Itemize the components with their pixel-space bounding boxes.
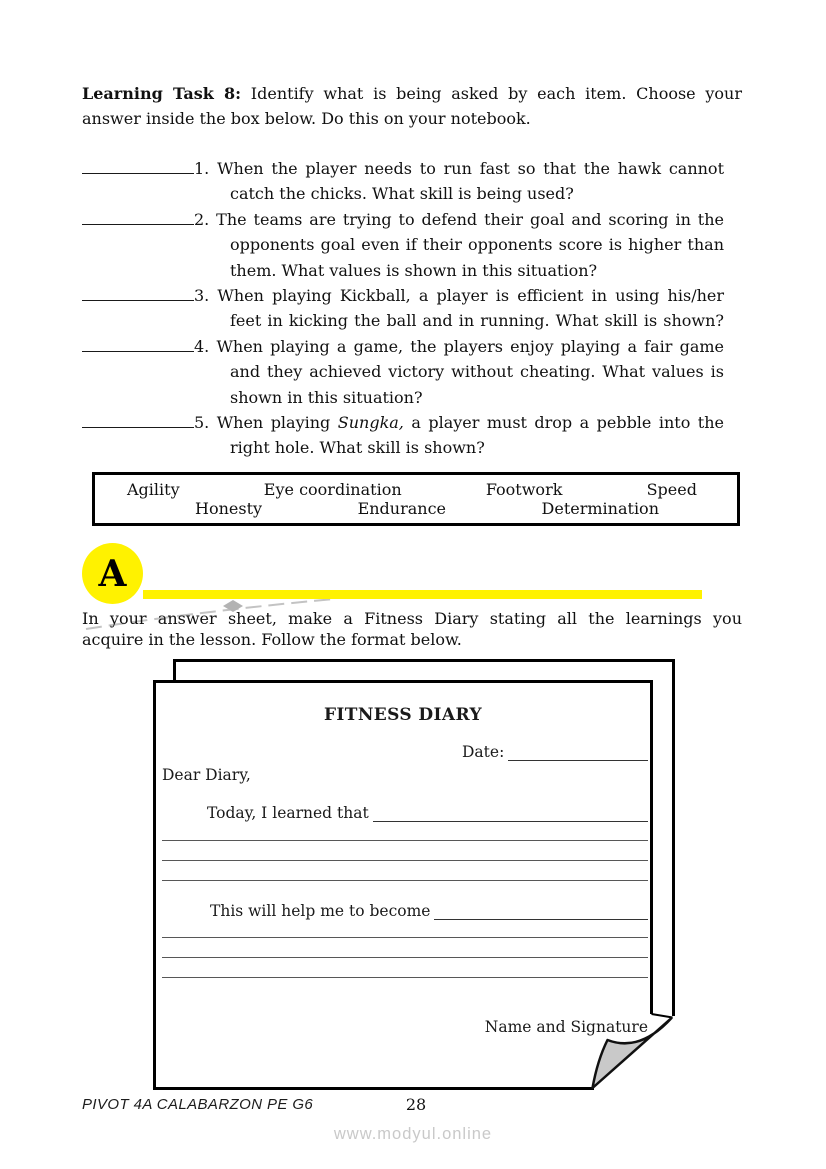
question-item-4 [82,334,724,410]
yellow-divider-bar [143,590,702,599]
question-text: 5. When playing [194,413,331,433]
diary-date-row [462,742,648,761]
activity-a-letter: A [98,552,127,595]
diary-rule-line [162,840,648,841]
diary-rule-line [162,880,648,881]
heading-line-1 [82,81,742,106]
date-label: Date: [462,743,505,761]
activity-line-1: In your answer sheet, make a Fitness Diary stating all the learnings you [82,609,742,628]
diary-salutation: Dear Diary, [162,766,251,784]
question-item-1 [82,156,724,207]
prompt-text: This will help me to become [210,902,431,920]
question-line: shown in this situation? [230,387,423,407]
choice-honesty: Honesty [195,498,263,518]
question-list [82,156,724,461]
choices-row-2 [95,500,737,519]
diary-prompt-learned [162,802,648,822]
question-line: them. What values is shown in this situation? [230,260,598,280]
activity-a-badge [82,543,143,604]
question-text: a player must drop a pebble into the [411,413,724,433]
date-blank-line [508,757,648,761]
question-text: 1. When the player needs to run fast so that the hawk cannot [194,159,724,178]
question-line [82,207,724,232]
diary-title: FITNESS DIARY [323,705,483,725]
question-line [82,410,724,435]
question-line: right hole. What skill is shown? [230,438,485,458]
question-line [82,283,724,308]
question-item-3 [82,283,724,334]
question-text: 2. The teams are trying to defend their goal and scoring in the [194,209,724,229]
question-item-2 [82,207,724,283]
choice-speed: Speed [646,480,697,499]
question-item-5 [82,410,724,461]
question-text: 4. When playing a game, the players enjoy playing a fair game [194,336,724,356]
page-number: 28 [405,1095,427,1114]
write-in-blank-line [373,818,648,822]
choice-footwork: Footwork [485,480,563,499]
learning-task-heading [82,81,742,132]
choice-determination: Determination [541,498,659,518]
answer-blank [82,425,194,428]
watermark-url: www.modyul.online [333,1125,493,1143]
question-text-italic: Sungka, [337,413,404,433]
heading-bold-label: Learning Task 8: [82,84,242,103]
answer-blank [82,171,194,174]
choice-agility: Agility [127,480,180,499]
choice-eye-coordination: Eye coordination [263,480,402,499]
diary-rule-line [162,957,648,958]
diary-rule-line [162,937,648,938]
question-line: opponents goal even if their opponents score is higher than [230,235,724,255]
answer-blank [82,349,194,352]
diary-signature-label: Name and Signature [484,1018,648,1036]
choices-row-1 [95,481,737,500]
footer-module-title: PIVOT 4A CALABARZON PE G6 [82,1096,314,1113]
activity-instructions [82,609,742,650]
answer-choices-box [92,472,740,526]
answer-blank [82,222,194,225]
question-line: and they achieved victory without cheating. What values is [230,362,724,382]
question-line [82,156,724,181]
prompt-text: Today, I learned that [207,804,369,822]
question-line: catch the chicks. What skill is being used? [230,184,574,204]
answer-blank [82,298,194,301]
heading-line-2: answer inside the box below. Do this on your notebook. [82,109,531,129]
question-line [82,334,724,359]
write-in-blank-line [434,916,648,920]
diary-rule-line [162,860,648,861]
heading-text: Identify what is being asked by each item. Choose your [250,84,742,103]
question-line: feet in kicking the ball and in running. What skill is shown? [230,311,724,331]
choice-endurance: Endurance [357,498,447,518]
diary-prompt-become [162,900,648,920]
activity-line-2: acquire in the lesson. Follow the format below. [82,629,462,649]
diary-rule-line [162,977,648,978]
question-text: 3. When playing Kickball, a player is efficient in using his/her [194,286,724,306]
